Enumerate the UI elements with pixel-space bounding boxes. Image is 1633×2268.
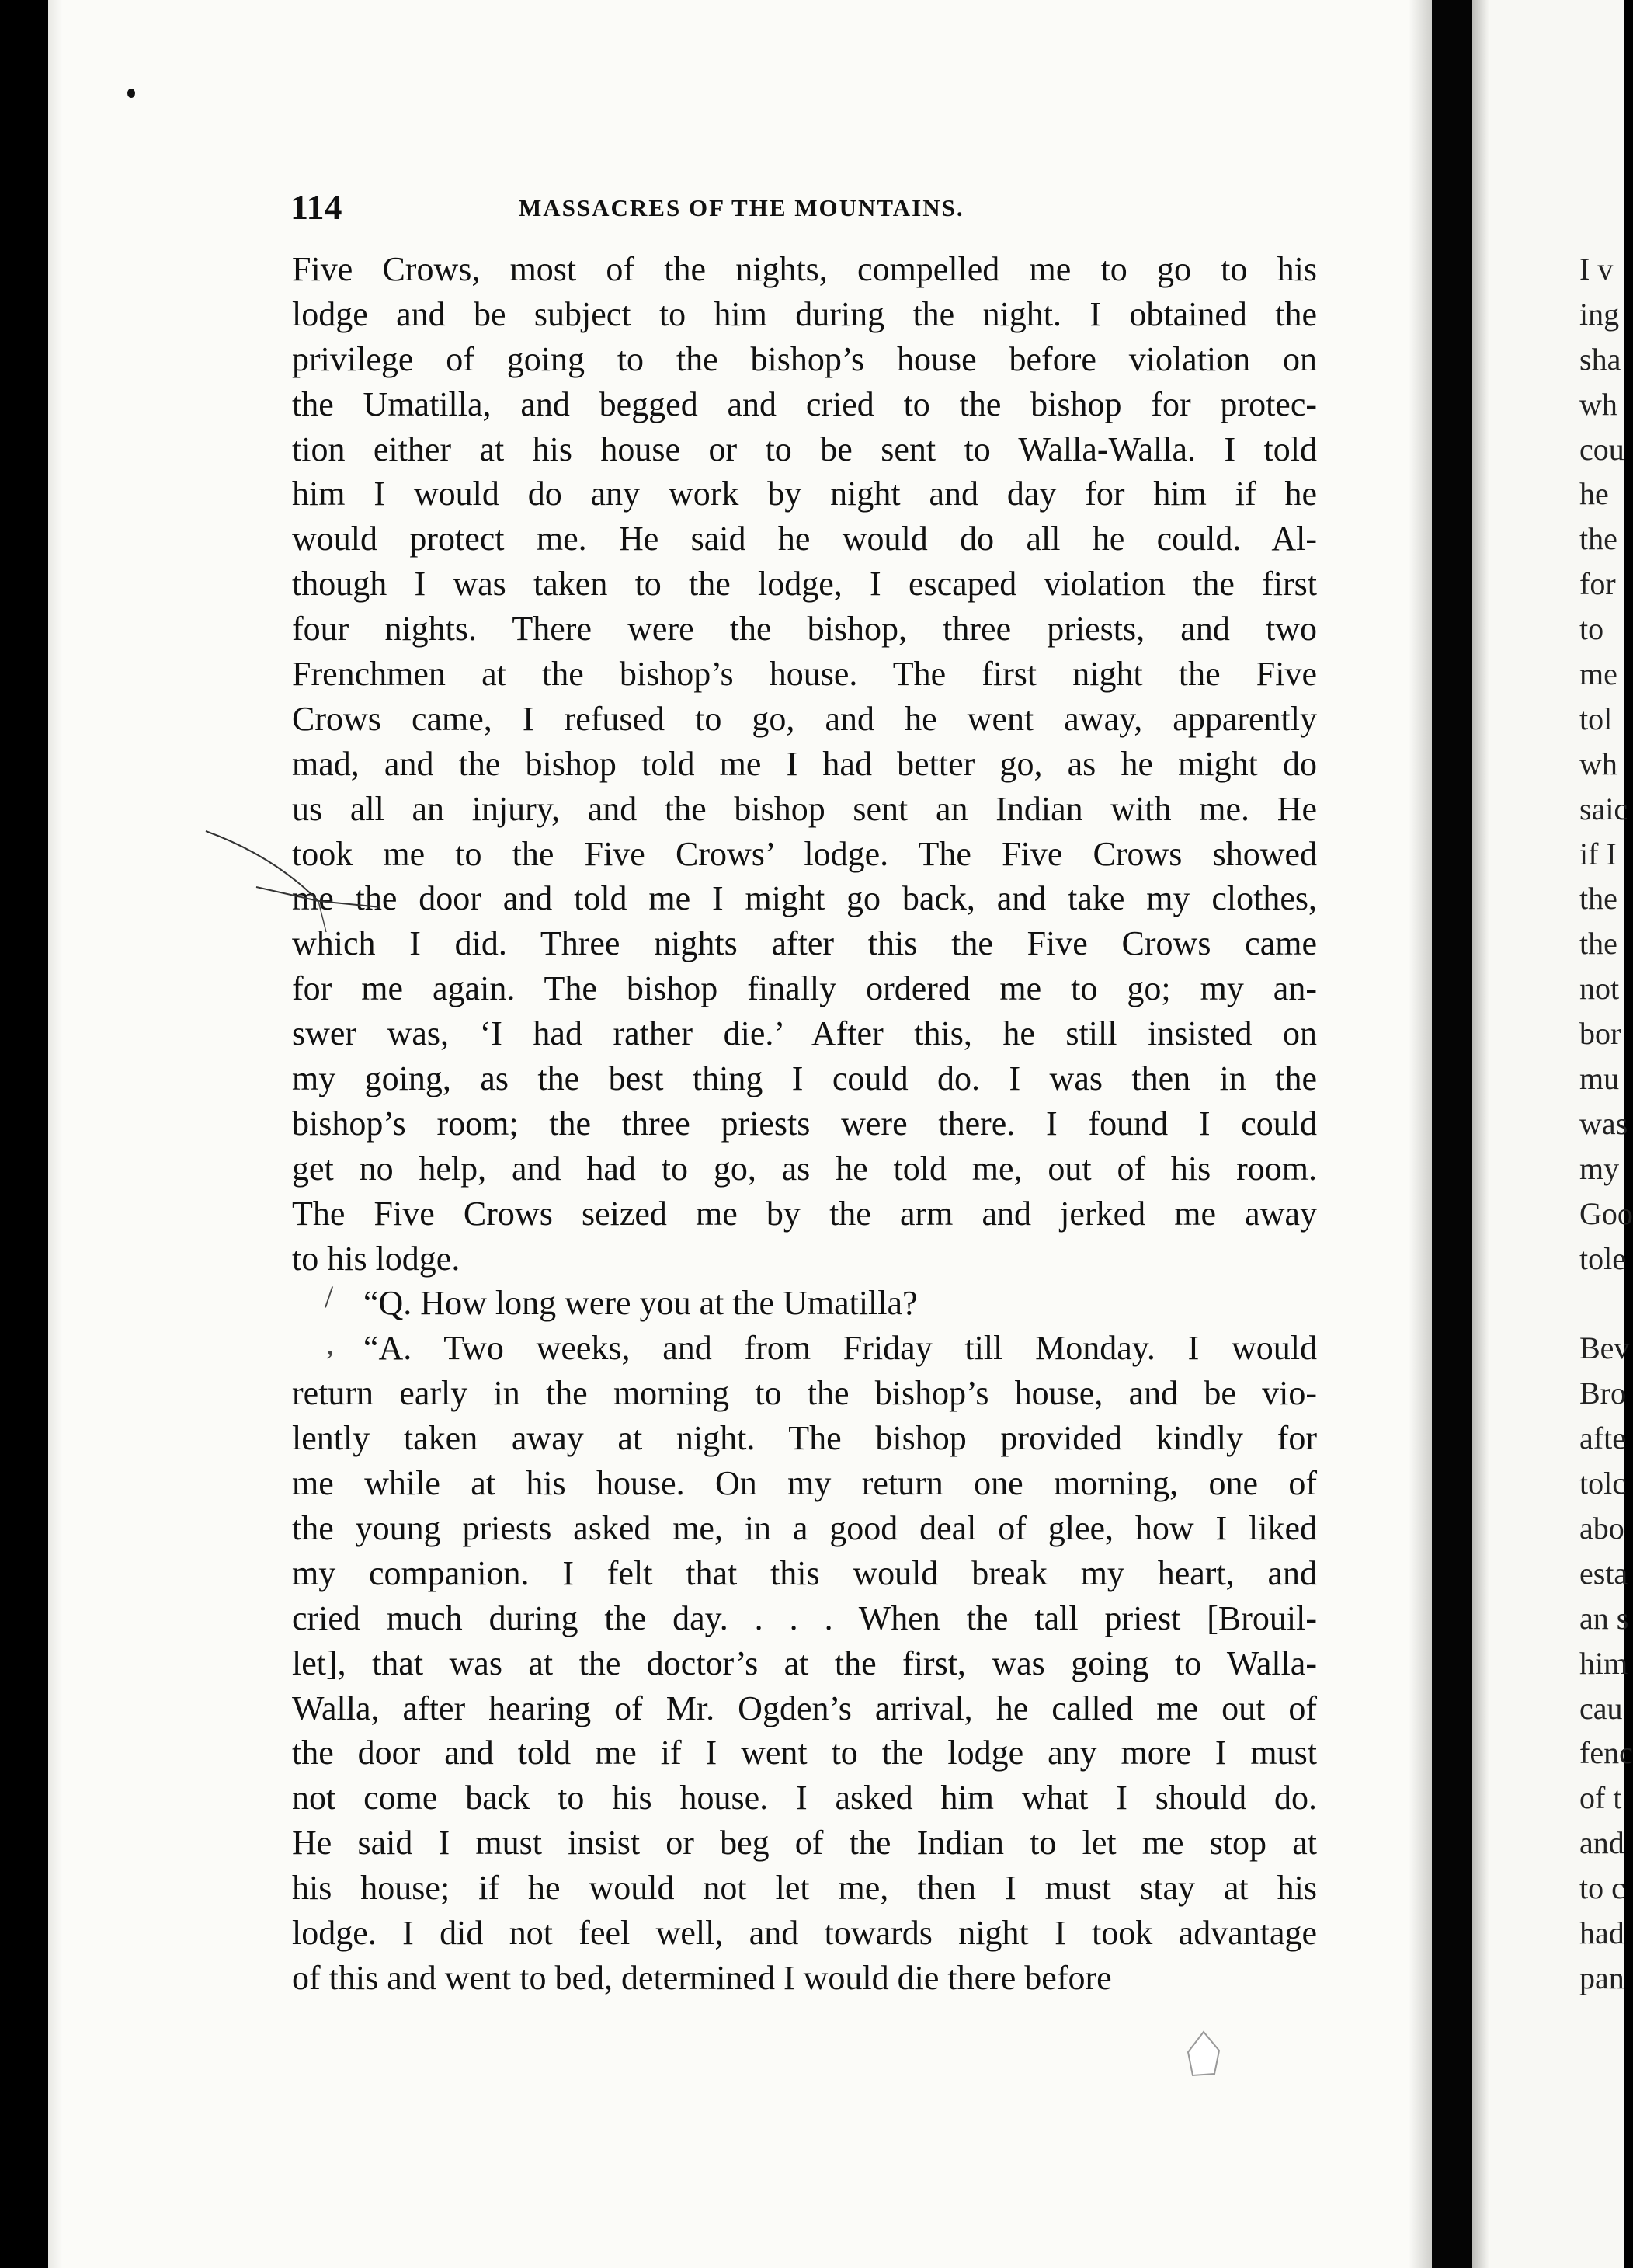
facing-page-fragment: he [1579,476,1609,512]
facing-page-fragment: afte [1579,1421,1626,1456]
text-line: cried much during the day. . . . When the tall priest [Brouil- [292,1598,1317,1637]
text-line: Walla, after hearing of Mr. Ogden’s arrival, he called me out of [292,1689,1317,1727]
facing-page-fragment: Bev [1579,1331,1630,1366]
facing-page-fragment [1579,1281,1633,1326]
page-body-text [292,247,1317,2001]
text-line: lently taken away at night. The bishop provided kindly for [292,1419,1317,1458]
page-header [290,183,1393,230]
text-line: lodge. I did not feel well, and towards night I took advantage [292,1913,1317,1952]
text-line: “Q. How long were you at the Umatilla? [363,1284,918,1323]
text-line: tion either at his house or to be sent to Walla-Walla. I told [292,430,1317,468]
text-line: return early in the morning to the bishop’s house, and be vio- [292,1374,1317,1413]
text-line: four nights. There were the bishop, three priests, and two [292,610,1317,649]
facing-page-fragment: and [1579,1825,1624,1861]
facing-page-fragment: wh [1579,386,1617,422]
text-line: swer was, ‘I had rather die.’ After this, he still insisted on [292,1014,1317,1053]
text-line: mad, and the bishop told me I had better go, as he might do [292,744,1317,783]
text-line: my companion. I felt that this would break my heart, and [292,1553,1317,1592]
page-edge-shadow [48,0,62,2268]
facing-page-fragment: saic [1579,791,1628,826]
facing-page-fragment: bor [1579,1016,1621,1052]
text-line: the Umatilla, and begged and cried to the bishop for protec- [292,384,1317,423]
facing-page-fragment: abo [1579,1510,1624,1546]
text-line: lodge and be subject to him during the night. I obtained the [292,294,1317,333]
pencil-tick-mark: , [326,1326,334,1361]
page-gutter-shadow [1409,0,1432,2268]
text-line: me while at his house. On my return one morning, one of [292,1464,1317,1503]
text-line: which I did. Three nights after this the Five Crows came [292,924,1317,963]
text-line: him I would do any work by night and day for him if he [292,475,1317,513]
facing-page-fragment: fenc [1579,1735,1633,1771]
text-line: though I was taken to the lodge, I escaped violation the first [292,565,1317,604]
facing-page-fragment: an s [1579,1600,1629,1636]
facing-page-fragment: had [1579,1915,1624,1950]
text-line: He said I must insist or beg of the Indian to let me stop at [292,1824,1317,1863]
text-line: to his lodge. [292,1239,460,1278]
page-number: 114 [290,187,342,227]
text-line: took me to the Five Crows’ lodge. The Five Crows showed [292,834,1317,873]
facing-page-fragment: him [1579,1645,1628,1681]
text-line: let], that was at the doctor’s at the first, was going to Walla- [292,1644,1317,1682]
text-line: my going, as the best thing I could do. I was then in the [292,1059,1317,1098]
facing-page-fragment: was [1579,1105,1628,1141]
facing-page-fragment: sha [1579,341,1621,377]
text-line: Crows came, I refused to go, and he went away, apparently [292,699,1317,738]
text-line: Five Crows, most of the nights, compelled me to go to his [292,250,1317,288]
facing-page-fragment: me [1579,656,1617,692]
text-line: of this and went to bed, determined I would die there before [292,1958,1112,1997]
facing-page-fragment: ing [1579,296,1620,332]
facing-page-fragment: mu [1579,1061,1620,1097]
text-line: not come back to his house. I asked him what I should do. [292,1779,1317,1818]
facing-page-fragment: tolc [1579,1466,1626,1501]
facing-page-fragment: of t [1579,1780,1622,1816]
text-line: “A. Two weeks, and from Friday till Monday. I would [363,1329,1317,1368]
pencil-tick-mark: / [325,1279,334,1314]
text-line: bishop’s room; the three priests were there. I found I could [292,1104,1317,1143]
text-line: get no help, and had to go, as he told me, out of his room. [292,1149,1317,1188]
text-line: the young priests asked me, in a good deal of glee, how I liked [292,1508,1317,1547]
facing-page-fragment: I v [1579,252,1614,287]
facing-page-text [1579,247,1633,2001]
facing-page-fragment: cou [1579,431,1624,467]
facing-page-shadow [1472,0,1489,2268]
text-line: us all an injury, and the bishop sent an Indian with me. He [292,789,1317,828]
facing-page-fragment: the [1579,926,1617,962]
facing-page-fragment: the [1579,881,1617,917]
facing-page-fragment: tole [1579,1240,1626,1276]
facing-page-fragment: my [1579,1150,1620,1186]
print-speck [127,89,135,98]
facing-page-fragment: to c [1579,1870,1625,1906]
book-gutter [1432,0,1472,2268]
text-line: the door and told me if I went to the lodge any more I must [292,1734,1317,1772]
facing-page-fragment: if I [1579,836,1617,871]
text-line: privilege of going to the bishop’s house before violation on [292,339,1317,378]
text-line: The Five Crows seized me by the arm and jerked me away [292,1194,1317,1233]
text-line: me the door and told me I might go back, and take my clothes, [292,879,1317,918]
facing-page-fragment: tol [1579,701,1613,736]
facing-page-fragment: not [1579,971,1620,1007]
text-line: for me again. The bishop finally ordered me to go; my an- [292,969,1317,1008]
facing-page-fragment: Goo [1579,1195,1633,1231]
paper-blemish [1183,2029,1224,2078]
text-line: his house; if he would not let me, then I must stay at his [292,1869,1317,1908]
facing-page-fragment: pan [1579,1960,1624,1995]
facing-page-fragment: the [1579,521,1617,557]
facing-page-fragment: for [1579,566,1616,602]
text-line: Frenchmen at the bishop’s house. The first night the Five [292,655,1317,694]
pencil-annotation-mark [202,816,380,940]
facing-page-fragment: Bro [1579,1376,1626,1411]
text-line: would protect me. He said he would do all he could. Al- [292,520,1317,558]
running-head: MASSACRES OF THE MOUNTAINS. [519,194,964,221]
facing-page-fragment: to [1579,611,1604,647]
facing-page-fragment: esta [1579,1555,1628,1591]
facing-page-fragment: cau [1579,1690,1623,1726]
facing-page-fragment: wh [1579,746,1617,781]
